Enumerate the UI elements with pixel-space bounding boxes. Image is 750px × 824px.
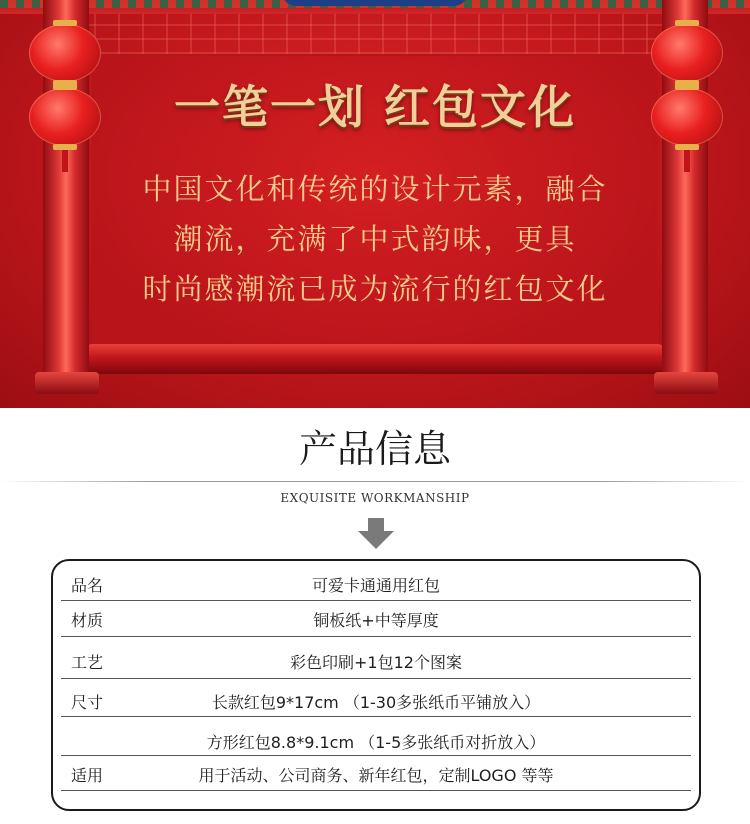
lantern-icon [29,88,101,146]
row-divider [61,716,691,717]
banner-copy-line: 中国文化和传统的设计元素，融合 [142,172,608,206]
lantern-tassel [684,150,690,172]
banner-copy-line: 潮流，充满了中式韵味，更具 [173,222,577,256]
lantern-icon [651,24,723,82]
row-divider [61,600,691,601]
lattice-frieze [70,14,680,57]
row-value: 铜板纸+中等厚度 [313,611,439,630]
title-divider [0,481,750,482]
right-pillar-base [654,372,718,394]
lantern-tassel [62,150,68,172]
lantern-icon [651,88,723,146]
row-label: 工艺 [71,653,104,672]
row-value: 彩色印刷+1包12个图案 [290,653,462,672]
row-value: 长款红包9*17cm （1-30多张纸币平铺放入） [211,693,541,712]
banner-copy-line: 时尚感潮流已成为流行的红包文化 [142,272,608,306]
row-label: 尺寸 [71,693,104,712]
down-arrow-icon [357,518,395,550]
row-divider [61,636,691,637]
row-value: 可爱卡通通用红包 [311,576,440,595]
roof-ornament [282,0,468,6]
row-divider [61,790,691,791]
row-label: 材质 [71,611,104,630]
row-divider [61,678,691,679]
hero-banner [0,0,750,408]
left-pillar-base [35,372,99,394]
section-title: 产品信息 [298,427,451,471]
row-divider [61,755,691,756]
row-value: 方形红包8.8*9.1cm （1-5多张纸币对折放入） [206,733,546,752]
row-value: 用于活动、公司商务、新年红包，定制LOGO 等等 [198,766,554,785]
banner-headline: 一笔一划 红包文化 [173,80,576,134]
row-label: 适用 [71,766,104,785]
product-info-table [51,559,701,811]
scroll-bottom-roller [86,344,664,374]
row-label: 品名 [71,576,104,595]
section-subtitle: EXQUISITE WORKMANSHIP [280,491,470,505]
lantern-icon [29,24,101,82]
